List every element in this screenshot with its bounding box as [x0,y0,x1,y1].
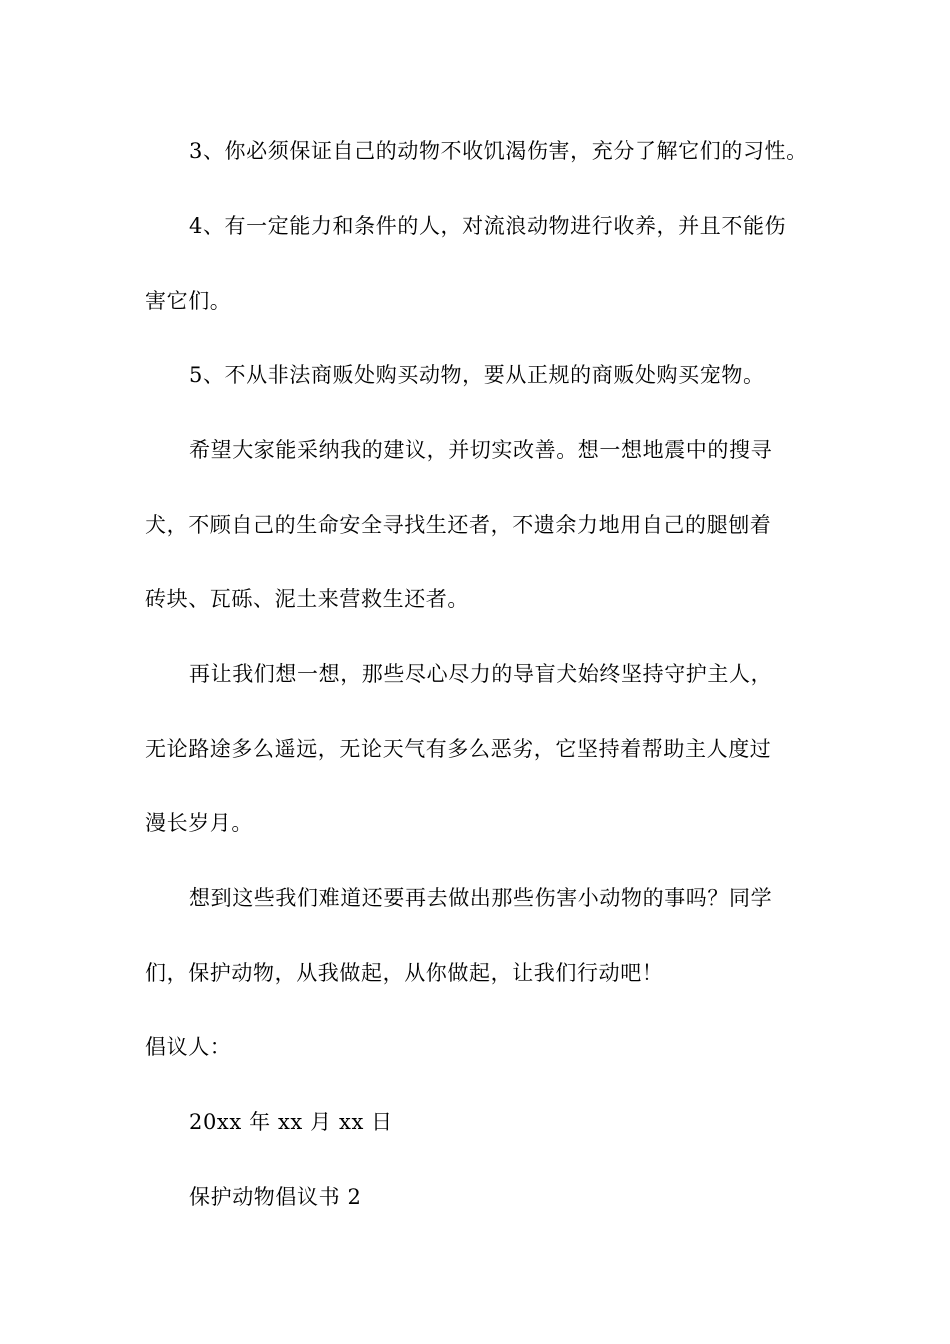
text-line-3: 害它们。 [145,289,232,313]
text-line-6: 犬，不顾自己的生命安全寻找生还者，不遗余力地用自己的腿刨着 [145,513,772,537]
text-line-8: 再让我们想一想，那些尽心尽力的导盲犬始终坚持守护主人， [189,662,773,686]
text-line-4: 5、不从非法商贩处购买动物，要从正规的商贩处购买宠物。 [189,363,765,387]
text-line-12: 们，保护动物，从我做起，从你做起，让我们行动吧！ [145,961,664,985]
text-line-2: 4、有一定能力和条件的人，对流浪动物进行收养，并且不能伤 [189,214,787,238]
text-line-1: 3、你必须保证自己的动物不收饥渴伤害，充分了解它们的习性。 [189,139,808,163]
text-line-11: 想到这些我们难道还要再去做出那些伤害小动物的事吗？同学 [189,886,773,910]
section-title: 保护动物倡议书 2 [189,1185,362,1209]
text-line-5: 希望大家能采纳我的建议，并切实改善。想一想地震中的搜寻 [189,438,773,462]
text-line-10: 漫长岁月。 [145,811,253,835]
text-line-9: 无论路途多么遥远，无论天气有多么恶劣，它坚持着帮助主人度过 [145,737,772,761]
initiator-label: 倡议人： [145,1035,232,1059]
text-line-7: 砖块、瓦砾、泥土来营救生还者。 [145,587,469,611]
date-line: 20xx 年 xx 月 xx 日 [189,1110,393,1134]
